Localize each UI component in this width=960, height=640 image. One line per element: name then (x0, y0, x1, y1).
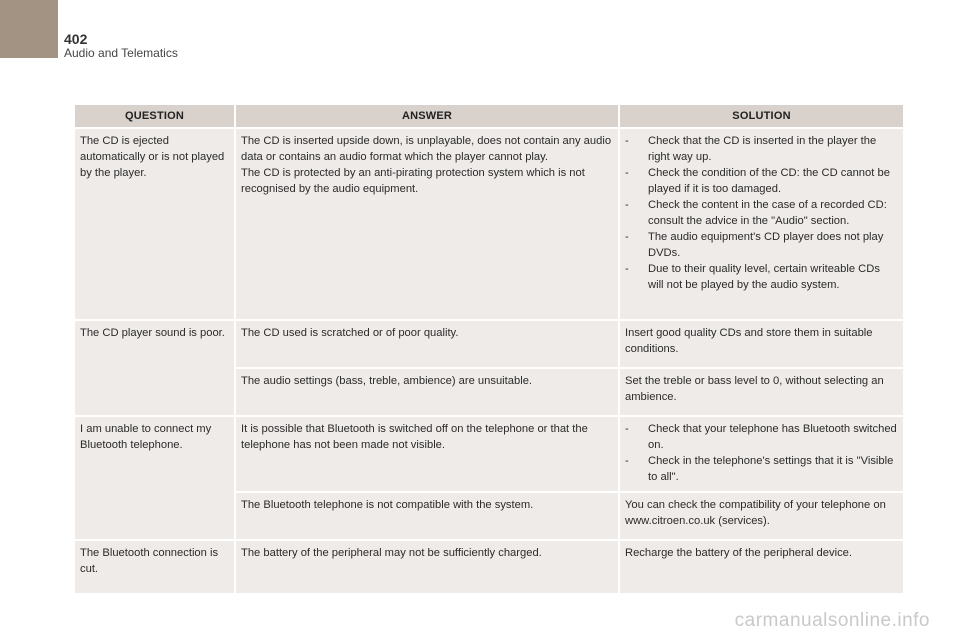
answer-cell: The CD used is scratched or of poor quality. (235, 320, 619, 368)
solution-cell (619, 128, 903, 320)
solution-cell: Recharge the battery of the peripheral device. (619, 540, 903, 594)
table-row (75, 540, 903, 594)
solution-list (625, 421, 898, 485)
answer-paragraph: The CD is protected by an anti-pirating protection system which is not recognised by the audio equipment. (241, 167, 585, 195)
answer-cell: The battery of the peripheral may not be sufficiently charged. (235, 540, 619, 594)
section-title: Audio and Telematics (64, 46, 178, 60)
header-solution: SOLUTION (619, 105, 903, 128)
table-header-row (75, 105, 903, 128)
list-item: - Check that your telephone has Bluetooth switched on. (625, 421, 898, 453)
solution-cell (619, 416, 903, 492)
corner-color-block (0, 0, 58, 58)
list-item: - Due to their quality level, certain writeable CDs will not be played by the audio system. (625, 261, 898, 293)
answer-cell (235, 128, 619, 320)
question-cell: I am unable to connect my Bluetooth telephone. (75, 416, 235, 540)
question-cell: The CD is ejected automatically or is not played by the player. (75, 128, 235, 320)
answer-cell: The Bluetooth telephone is not compatible with the system. (235, 492, 619, 540)
answer-paragraph: The CD is inserted upside down, is unplayable, does not contain any audio data or contains an audio format which the player cannot play. (241, 135, 612, 163)
question-cell: The CD player sound is poor. (75, 320, 235, 416)
solution-cell: Insert good quality CDs and store them in suitable conditions. (619, 320, 903, 368)
answer-cell: The audio settings (bass, treble, ambience) are unsuitable. (235, 368, 619, 416)
troubleshooting-table (75, 105, 903, 595)
page-number: 402 (64, 31, 88, 47)
solution-cell: Set the treble or bass level to 0, without selecting an ambience. (619, 368, 903, 416)
list-item: - Check in the telephone's settings that it is "Visible to all". (625, 453, 898, 485)
header-answer: ANSWER (235, 105, 619, 128)
table-row (75, 416, 903, 492)
list-item: - Check the content in the case of a recorded CD: consult the advice in the "Audio" section. (625, 197, 898, 229)
header-question: QUESTION (75, 105, 235, 128)
answer-cell: It is possible that Bluetooth is switched off on the telephone or that the telephone has not been made not visible. (235, 416, 619, 492)
table-row (75, 320, 903, 368)
list-item: - Check the condition of the CD: the CD cannot be played if it is too damaged. (625, 165, 898, 197)
watermark: carmanualsonline.info (734, 610, 930, 631)
list-item: - The audio equipment's CD player does not play DVDs. (625, 229, 898, 261)
list-item: - Check that the CD is inserted in the player the right way up. (625, 133, 898, 165)
question-cell: The Bluetooth connection is cut. (75, 540, 235, 594)
table-row (75, 128, 903, 320)
solution-list (625, 133, 898, 293)
solution-cell: You can check the compatibility of your telephone on www.citroen.co.uk (services). (619, 492, 903, 540)
